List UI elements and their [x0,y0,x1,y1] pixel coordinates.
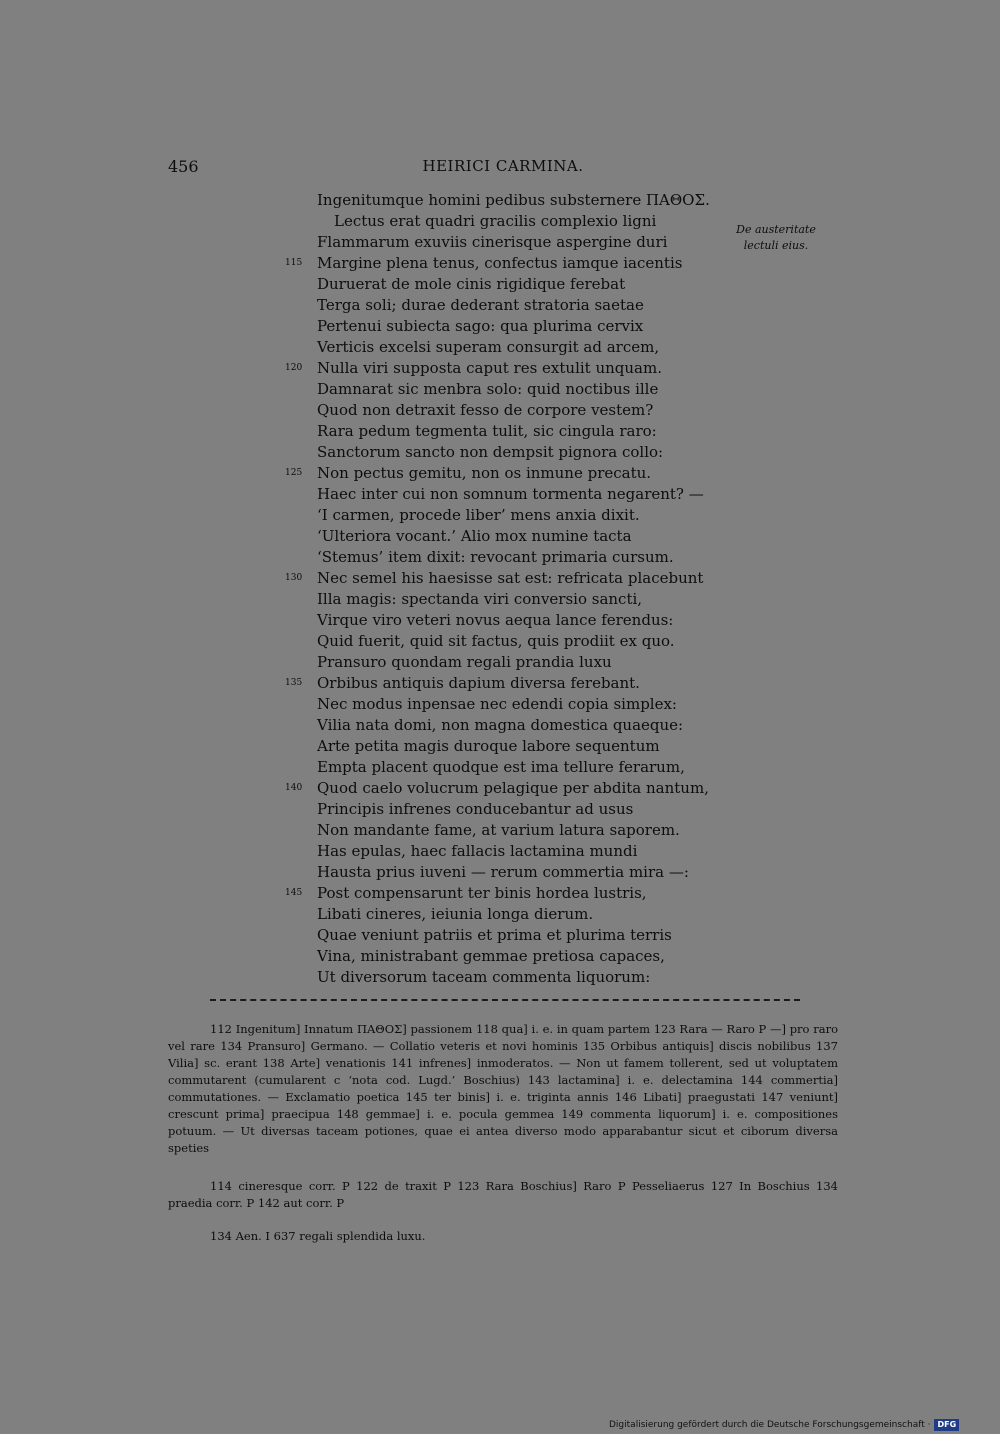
verse-line [270,505,740,526]
verse-text: Verticis excelsi superam consurgit ad arcem, [317,338,660,356]
verse-line [270,484,740,505]
verse-line [270,757,740,778]
variant-apparatus [168,1178,838,1212]
verse-text: Nulla viri supposta caput res extulit unquam. [317,359,662,377]
verse-line [270,526,740,547]
verse-text: Damnarat sic menbra solo: quid noctibus ille [317,380,659,398]
running-title: HEIRICI CARMINA. [422,157,584,175]
verse-line [270,316,740,337]
verse-text: Post compensarunt ter binis hordea lustris, [317,884,647,902]
verse-text: ‘Ulteriora vocant.’ Alio mox numine tacta [317,527,632,545]
verse-line [270,820,740,841]
verse-line [270,946,740,967]
verse-text: Flammarum exuviis cinerisque aspergine duri [317,233,668,251]
verse-line [270,799,740,820]
line-number: 120 [285,363,303,373]
verse-text: Rara pedum tegmenta tulit, sic cingula raro: [317,422,657,440]
variant-text: 114 cineresque corr. P 122 de traxit P 123 Rara Boschius] Raro P Pesseliaerus 127 In Boschius 134 praedia corr. P 142 aut corr. P [168,1179,838,1210]
page-header [168,157,838,179]
verse-text: ‘I carmen, procede liber’ mens anxia dixit. [317,506,640,524]
verse-text: Virque viro veteri novus aequa lance ferendus: [317,611,674,629]
verse-text: Lectus erat quadri gracilis complexio ligni [334,212,657,230]
verse-text: Vilia nata domi, non magna domestica quaeque: [317,716,684,734]
verse-line [270,631,740,652]
verse-text: Quod non detraxit fesso de corpore vestem? [317,401,654,419]
verse-line [270,778,740,799]
verse-line [270,232,740,253]
verse-text: Quod caelo volucrum pelagique per abdita nantum, [317,779,709,797]
line-number: 140 [285,783,303,793]
verse-text: Empta placent quodque est ima tellure ferarum, [317,758,685,776]
verse-line [270,211,740,232]
verse-text: Haec inter cui non somnum tormenta negarent? — [317,485,704,503]
verse-text: Margine plena tenus, confectus iamque iacentis [317,254,683,272]
verse-line [270,883,740,904]
verse-line [270,673,740,694]
verse-text: Arte petita magis duroque labore sequentum [317,737,660,755]
verse-line [270,652,740,673]
verse-line [270,190,740,211]
verse-line [270,463,740,484]
verse-text: Non pectus gemitu, non os inmune precatu. [317,464,652,482]
verse-text: Non mandante fame, at varium latura saporem. [317,821,680,839]
line-number: 125 [285,468,303,478]
verse-text: Illa magis: spectanda viri conversio sancti, [317,590,643,608]
verse-text: Libati cineres, ieiunia longa dierum. [317,905,594,923]
verse-line [270,547,740,568]
verse-line [270,337,740,358]
verse-line [270,589,740,610]
poem-text [270,190,740,988]
verse-text: Pertenui subiecta sago: qua plurima cervix [317,317,644,335]
verse-line [270,862,740,883]
verse-text: Pransuro quondam regali prandia luxu [317,653,612,671]
footer-text: Digitalisierung gefördert durch die Deutsche Forschungsgemeinschaft · [609,1420,931,1430]
verse-line [270,358,740,379]
verse-text: Nec modus inpensae nec edendi copia simplex: [317,695,677,713]
verse-line [270,736,740,757]
verse-line [270,694,740,715]
verse-line [270,904,740,925]
dfg-logo: DFG [934,1419,959,1431]
verse-line [270,925,740,946]
margin-note: De austeritate lectuli eius. [736,223,816,252]
verse-line [270,421,740,442]
gloss-text: 112 Ingenitum] Innatum ΠΑΘΟΣ] passionem 118 qua] i. e. in quam partem 123 Rara — Raro P —] pro raro vel rare 134 Pransuro] Germano. — Collatio veteris et novi hominis 135 Orbibus antiquis] discis nobilibus 137 Vilia] sc. erant 138 Arte] venationis 141 infrenes] inmoderatos. — Non ut famem tollerent, sed ut voluptatem commutarent (cumularent c ‘nota cod. Lugd.’ Boschius) 143 lactamina] i. e. delectamina 144 commertia] commutationes. — Exclamatio poetica 145 ter binis] i. e. triginta annis 146 Libati] praegustati 147 veniunt] crescunt prima] praecipua 148 gemmae] i. e. pocula gemmea 149 commenta liquorum] i. e. compositiones potuum. — Ut diversas taceam potiones, quae ei antea diverso modo apparabantur sicut et ciborum diversa speties [168,1022,838,1155]
verse-text: Vina, ministrabant gemmae pretiosa capaces, [317,947,665,965]
source-apparatus [168,1228,838,1245]
line-number: 145 [285,888,303,898]
verse-line [270,295,740,316]
verse-line [270,610,740,631]
verse-line [270,379,740,400]
verse-line [270,400,740,421]
verse-line [270,967,740,988]
verse-line [270,715,740,736]
verse-line [270,274,740,295]
verse-text: Hausta prius iuveni — rerum commertia mira —: [317,863,689,881]
verse-line [270,841,740,862]
verse-text: Sanctorum sancto non dempsit pignora collo: [317,443,664,461]
verse-text: ‘Stemus’ item dixit: revocant primaria cursum. [317,548,674,566]
verse-text: Duruerat de mole cinis rigidique ferebat [317,275,626,293]
verse-text: Principis infrenes conducebantur ad usus [317,800,634,818]
verse-text: Has epulas, haec fallacis lactamina mundi [317,842,638,860]
line-number: 115 [285,258,303,268]
footnote-divider [210,999,800,1001]
verse-text: Quid fuerit, quid sit factus, quis prodiit ex quo. [317,632,675,650]
verse-text: Orbibus antiquis dapium diversa ferebant. [317,674,640,692]
digitization-footer [609,1418,959,1432]
verse-line [270,253,740,274]
verse-text: Nec semel his haesisse sat est: refricata placebunt [317,569,704,587]
verse-text: Quae veniunt patriis et prima et plurima terris [317,926,672,944]
verse-text: Ut diversorum taceam commenta liquorum: [317,968,651,986]
page-number: 456 [168,157,199,176]
source-text: 134 Aen. I 637 regali splendida luxu. [210,1229,426,1243]
verse-text: Ingenitumque homini pedibus substernere ΠΑΘΟΣ. [317,191,710,209]
line-number: 135 [285,678,303,688]
verse-line [270,568,740,589]
gloss-apparatus [168,1021,838,1157]
line-number: 130 [285,573,303,583]
verse-line [270,442,740,463]
verse-text: Terga soli; durae dederant stratoria saetae [317,296,644,314]
